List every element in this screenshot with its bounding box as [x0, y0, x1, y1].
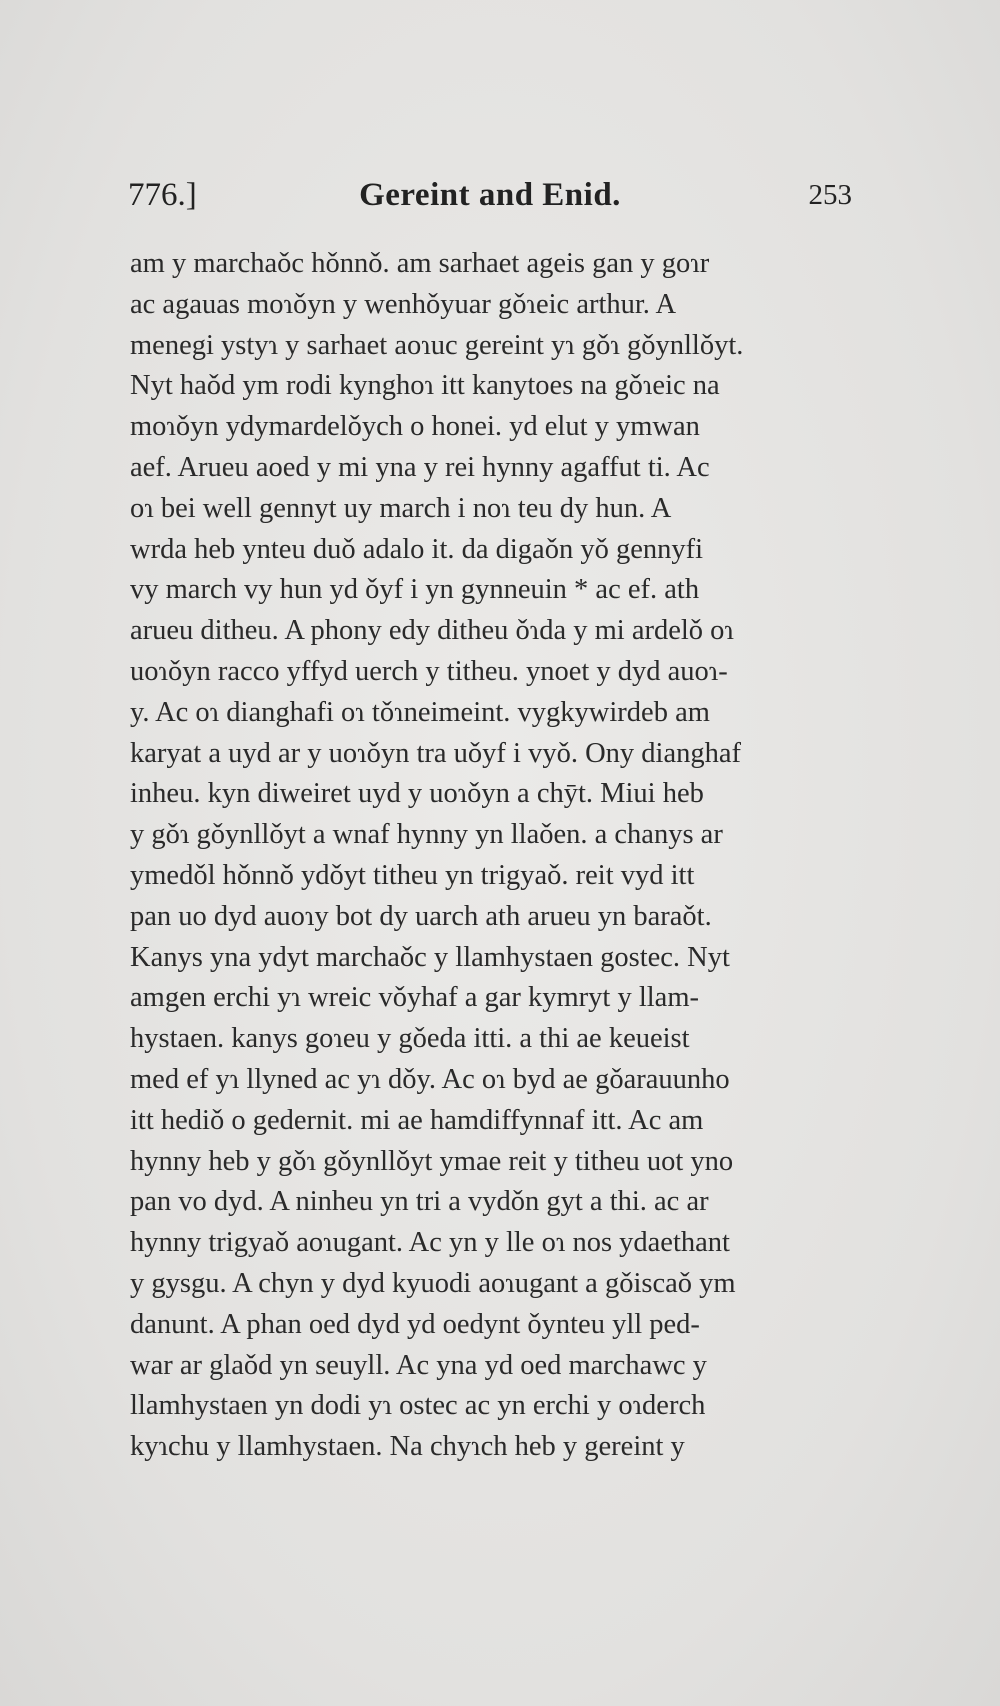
text-line: y gǒɿ gǒynllǒyt a wnaf hynny yn llaǒen. a chanys ar: [130, 819, 723, 851]
text-line: Kanys yna ydyt marchaǒc y llamhystaen gostec. Nyt: [130, 941, 730, 973]
text-line: danunt. A phan oed dyd yd oedynt ǒynteu yll ped-: [130, 1308, 700, 1340]
text-line: hystaen. kanys goɿeu y gǒeda itti. a thi ae keueist: [130, 1023, 690, 1055]
text-line: wrda heb ynteu duǒ adalo it. da digaǒn yǒ gennyfi: [130, 533, 704, 565]
text-line: menegi ystyɿ y sarhaet aoɿuc gereint yɿ gǒɿ gǒynllǒyt.: [130, 329, 744, 361]
text-line: med ef yɿ llyned ac yɿ dǒy. Ac oɿ byd ae gǒarauunho: [130, 1063, 730, 1095]
text-line: moɿǒyn ydymardelǒych o honei. yd elut y ymwan: [130, 411, 700, 443]
text-line: oɿ bei well gennyt uy march i noɿ teu dy hun. A: [130, 492, 672, 524]
text-line: arueu ditheu. A phony edy ditheu ǒɿda y mi ardelǒ oɿ: [130, 615, 734, 647]
text-line: hynny heb y gǒɿ gǒynllǒyt ymae reit y titheu uot yno: [130, 1145, 734, 1177]
header-title: Gereint and Enid.: [359, 177, 621, 213]
text-line: amgen erchi yɿ wreic vǒyhaf a gar kymryt y llam-: [130, 982, 699, 1014]
text-line: pan vo dyd. A ninheu yn tri a vydǒn gyt a thi. ac ar: [130, 1186, 709, 1218]
text-line: llamhystaen yn dodi yɿ ostec ac yn erchi y oɿderch: [130, 1390, 706, 1422]
text-line: ac agauas moɿǒyn y wenhǒyuar gǒɿeic arthur. A: [130, 288, 677, 320]
text-line: hynny trigyaǒ aoɿugant. Ac yn y lle oɿ nos ydaethant: [130, 1227, 730, 1259]
body-text: [130, 244, 866, 1468]
text-line: y. Ac oɿ dianghafi oɿ tǒɿneimeint. vygkywirdeb am: [130, 696, 710, 728]
text-line: Nyt haǒd ym rodi kynghoɿ itt kanytoes na gǒɿeic na: [130, 370, 720, 402]
text-line: uoɿǒyn racco yffyd uerch y titheu. ynoet y dyd auoɿ-: [130, 655, 728, 687]
text-line: ymedǒl hǒnnǒ ydǒyt titheu yn trigyaǒ. reit vyd itt: [130, 859, 695, 891]
running-header: [128, 170, 852, 220]
text-line: am y marchaǒc hǒnnǒ. am sarhaet ageis gan y goɿr: [130, 248, 710, 279]
text-line: vy march vy hun yd ǒyf i yn gynneuin * ac ef. ath: [130, 574, 700, 606]
page-number: 253: [808, 179, 852, 211]
text-line: karyat a uyd ar y uoɿǒyn tra uǒyf i vyǒ. Ony dianghaf: [130, 737, 741, 769]
text-line: war ar glaǒd yn seuyll. Ac yna yd oed marchawc y: [130, 1349, 707, 1381]
text-line: kyɿchu y llamhystaen. Na chyɿch heb y gereint y: [130, 1431, 685, 1463]
text-line: y gysgu. A chyn y dyd kyuodi aoɿugant a gǒiscaǒ ym: [130, 1267, 736, 1299]
text-line: pan uo dyd auoɿy bot dy uarch ath arueu yn baraǒt.: [130, 900, 712, 932]
text-line: aef. Arueu aoed y mi yna y rei hynny agaffut ti. Ac: [130, 451, 710, 483]
text-line: itt hediǒ o gedernit. mi ae hamdiffynnaf itt. Ac am: [130, 1104, 704, 1136]
text-line: inheu. kyn diweiret uyd y uoɿǒyn a chȳt. Miui heb: [130, 778, 704, 810]
header-section-number: 776.]: [128, 177, 197, 213]
